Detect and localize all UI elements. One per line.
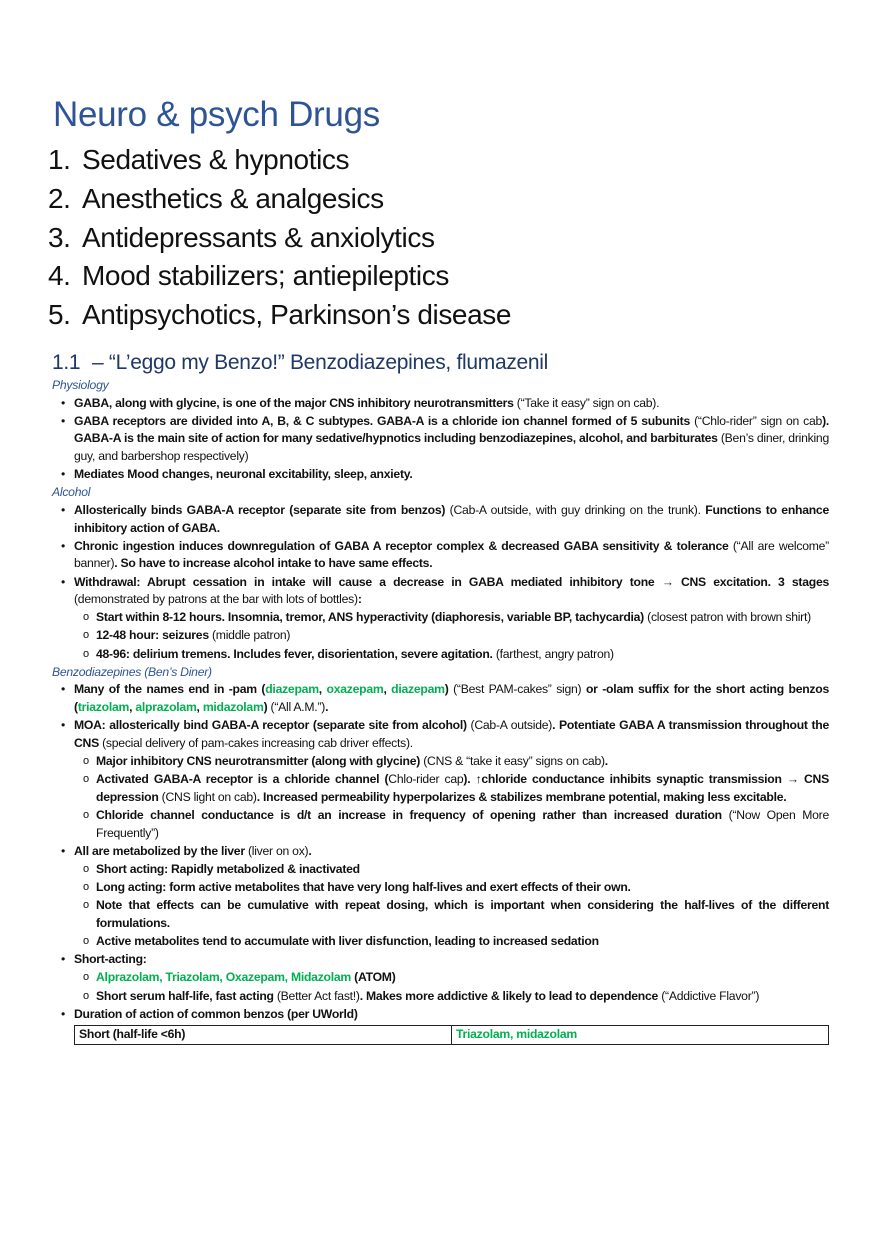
toc-item [48, 296, 511, 335]
bold-text: MOA: allosterically bind GABA-A receptor (separate site from alcohol) [74, 718, 467, 733]
bullet-icon: • [61, 682, 66, 697]
sub-bullet-item [52, 771, 829, 806]
bold-text: Short serum half-life, fast acting [96, 988, 274, 1003]
bold-text: Chloride channel conductance is d/t an increase in frequency of opening rather than increased duration [96, 807, 722, 822]
circle-bullet-icon: o [83, 899, 89, 912]
mnemonic-text: (CNS light on cab) [158, 789, 257, 804]
drug-name: triazolam [77, 700, 130, 715]
bold-text: Duration of action of common benzos (per UWorld) [74, 1006, 358, 1021]
toc-number: 5. [48, 299, 71, 331]
bold-text: . Makes more addictive & likely to lead to dependence [359, 988, 659, 1003]
bold-text: , [129, 700, 136, 715]
toc-item [48, 257, 511, 296]
bullet-icon: • [61, 718, 66, 733]
mnemonic-text: (demonstrated by patrons at the bar with lots of bottles) [74, 592, 358, 607]
toc-number: 4. [48, 260, 71, 292]
bold-text: Many of the names end in -pam ( [74, 682, 266, 697]
bullet-icon: • [61, 952, 66, 967]
bold-text: Active metabolites tend to accumulate with liver disfunction, leading to increased sedation [96, 934, 599, 949]
bold-text: Major inhibitory CNS neurotransmitter (along with glycine) [96, 754, 421, 768]
bullet-icon: • [61, 413, 66, 428]
bold-text: All are metabolized by the liver [74, 843, 245, 858]
sub-bullet-item [52, 988, 829, 1006]
bullet-item [52, 843, 829, 861]
bold-text: Note that effects can be cumulative with repeat dosing, which is important when considering the half-lives of the different formulations. [96, 898, 829, 930]
toc-number: 1. [48, 144, 71, 175]
bullet-icon: • [61, 395, 66, 410]
bold-text: 48-96: delirium tremens. Includes fever, disorientation, severe agitation. [96, 646, 493, 661]
mnemonic-text: (“Take it easy” sign on cab). [513, 395, 660, 410]
bold-text: ). ↑chloride conductance inhibits synaptic transmission → CNS depression [96, 772, 829, 804]
toc-item [48, 141, 511, 180]
section-heading [52, 351, 548, 375]
circle-bullet-icon: o [83, 989, 89, 1002]
mnemonic-text: (liver on ox) [244, 843, 309, 858]
bold-text: ) [263, 700, 268, 715]
bullet-item [52, 574, 829, 609]
mnemonic-text: (“Addictive Flavor”) [658, 988, 760, 1003]
mnemonic-text: (“Chlo-rider” sign on cab [690, 413, 823, 428]
sub-bullet-item [52, 897, 829, 932]
bullet-item [52, 538, 829, 573]
mnemonic-text: (Better Act fast!) [273, 988, 360, 1003]
table-cell: Triazolam, midazolam [452, 1026, 829, 1045]
drug-name: midazolam [202, 700, 264, 715]
sub-bullet-item [52, 627, 829, 645]
mnemonic-text: (“Now Open More Frequently”) [96, 807, 829, 840]
section-title: – “L’eggo my Benzo!” Benzodiazepines, flumazenil [92, 351, 549, 374]
bold-text: Withdrawal: Abrupt cessation in intake will cause a decrease in GABA mediated inhibitory tone → CNS excitation. 3 stages [74, 574, 829, 589]
bold-text: GABA receptors are divided into A, B, & C subtypes. GABA-A is a chloride ion channel formed of 5 subunits [74, 413, 690, 428]
bold-text: , [383, 682, 392, 697]
bold-text: . [604, 754, 608, 768]
bold-text: , [318, 682, 327, 697]
sub-bullet-item [52, 807, 829, 842]
circle-bullet-icon: o [83, 971, 89, 984]
bullet-icon: • [61, 1006, 66, 1021]
bullet-icon: • [61, 538, 66, 553]
bullet-item [52, 681, 829, 716]
bullet-icon: • [61, 502, 66, 517]
bold-text: . Potentiate GABA A transmission throughout the CNS [74, 718, 830, 750]
bold-text: Chronic ingestion induces downregulation of GABA A receptor complex & decreased GABA sensitivity & tolerance [74, 538, 729, 553]
mnemonic-text: (Cab-A outside, with guy drinking on the trunk). [445, 502, 706, 517]
bullet-icon: • [61, 843, 66, 858]
sub-bullet-item [52, 879, 829, 897]
bullet-item [52, 413, 829, 466]
sub-bullet-item [52, 933, 829, 951]
toc-label: Antidepressants & anxiolytics [82, 221, 435, 253]
circle-bullet-icon: o [83, 935, 89, 948]
bold-text: Allosterically binds GABA-A receptor (separate site from benzos) [74, 502, 446, 517]
table-cell: Short (half-life <6h) [75, 1026, 452, 1045]
drug-name: diazepam [391, 682, 445, 697]
toc-label: Sedatives & hypnotics [82, 144, 350, 175]
mnemonic-text: (“All A.M.”) [267, 700, 326, 715]
drug-name: oxazepam [326, 682, 384, 697]
bold-text: , [196, 700, 203, 715]
bullet-item [52, 395, 829, 413]
bold-text: . [308, 843, 312, 858]
toc-item [48, 180, 511, 219]
sub-bullet-item [52, 609, 829, 627]
toc-label: Antipsychotics, Parkinson’s disease [82, 299, 512, 331]
bold-text: or -olam suffix for the short acting benzos ( [74, 682, 829, 715]
bold-text: Activated GABA-A receptor is a chloride channel ( [96, 772, 389, 787]
bold-text: Short acting: Rapidly metabolized & inactivated [96, 861, 360, 876]
subsection-heading: Physiology [52, 378, 109, 392]
toc-number: 2. [48, 182, 71, 214]
bold-text: . [325, 700, 329, 715]
bold-text: : [357, 592, 362, 607]
table-row [75, 1026, 829, 1045]
toc-item [48, 219, 511, 258]
toc-label: Anesthetics & analgesics [82, 182, 384, 214]
bullet-item [52, 717, 829, 752]
bullet-item [52, 466, 829, 484]
bold-text: Mediates Mood changes, neuronal excitability, sleep, anxiety. [74, 467, 413, 482]
sub-bullet-item [52, 753, 829, 771]
sub-bullet-item [52, 861, 829, 879]
page-title: Neuro & psych Drugs [53, 95, 380, 134]
circle-bullet-icon: o [83, 808, 89, 821]
bold-text: GABA-A is the main site of action for many sedative/hypnotics including benzodiazepines, alcohol, and barbiturates [74, 431, 718, 446]
circle-bullet-icon: o [83, 773, 89, 786]
toc-number: 3. [48, 221, 71, 253]
section-body [52, 377, 829, 1045]
circle-bullet-icon: o [83, 755, 89, 767]
bold-text: Short-acting: [74, 952, 147, 967]
circle-bullet-icon: o [83, 629, 89, 642]
bold-text: . So have to increase alcohol intake to have same effects. [114, 556, 433, 571]
bullet-item [52, 1006, 829, 1024]
toc-label: Mood stabilizers; antiepileptics [82, 260, 449, 292]
bullet-item [52, 502, 829, 537]
bold-text: (ATOM) [351, 970, 396, 985]
mnemonic-text: (“All are welcome” banner) [74, 538, 829, 571]
mnemonic-text: (“Best PAM-cakes” sign) [448, 682, 586, 697]
circle-bullet-icon: o [83, 881, 89, 894]
drug-name: Alprazolam, Triazolam, Oxazepam, Midazolam [96, 970, 351, 985]
bold-text: Start within 8-12 hours. Insomnia, tremor, ANS hyperactivity (diaphoresis, variable BP, tachycardia) [96, 610, 644, 625]
table-of-contents [48, 141, 511, 335]
bold-text: Long acting: form active metabolites that have very long half-lives and exert effects of their own. [96, 880, 631, 895]
bullet-icon: • [61, 574, 66, 589]
bold-text: . Increased permeability hyperpolarizes & stabilizes membrane potential, making less excitable. [256, 789, 787, 804]
bold-text: Functions to enhance inhibitory action of GABA. [74, 502, 829, 535]
circle-bullet-icon: o [83, 862, 89, 875]
mnemonic-text: (Cab-A outside) [466, 718, 553, 733]
bullet-item [52, 951, 829, 969]
drug-name: diazepam [265, 682, 319, 697]
bold-text: 12-48 hour: seizures [96, 628, 209, 643]
bold-text: GABA, along with glycine, is one of the major CNS inhibitory neurotransmitters [74, 395, 514, 410]
sub-bullet-item [52, 646, 829, 664]
drug-name: alprazolam [135, 700, 197, 715]
bullet-icon: • [61, 467, 66, 482]
mnemonic-text: Chlo-rider cap [388, 772, 464, 787]
mnemonic-text: (CNS & “take it easy” signs on cab) [420, 754, 605, 768]
mnemonic-text: (Ben’s diner, drinking guy, and barbershop respectively) [74, 431, 829, 463]
mnemonic-text: (closest patron with brown shirt) [644, 610, 811, 625]
bold-text: ) [444, 682, 449, 697]
mnemonic-text: (farthest, angry patron) [492, 646, 614, 661]
bold-text: ). [822, 413, 830, 428]
circle-bullet-icon: o [83, 611, 89, 624]
sub-bullet-item [52, 969, 829, 987]
subsection-heading: Benzodiazepines (Ben’s Diner) [52, 664, 212, 679]
section-number: 1.1 [52, 351, 81, 374]
mnemonic-text: (special delivery of pam-cakes increasing cab driver effects). [98, 735, 413, 750]
duration-table [74, 1025, 829, 1045]
subsection-heading: Alcohol [52, 485, 91, 500]
circle-bullet-icon: o [83, 647, 89, 660]
mnemonic-text: (middle patron) [208, 628, 291, 643]
